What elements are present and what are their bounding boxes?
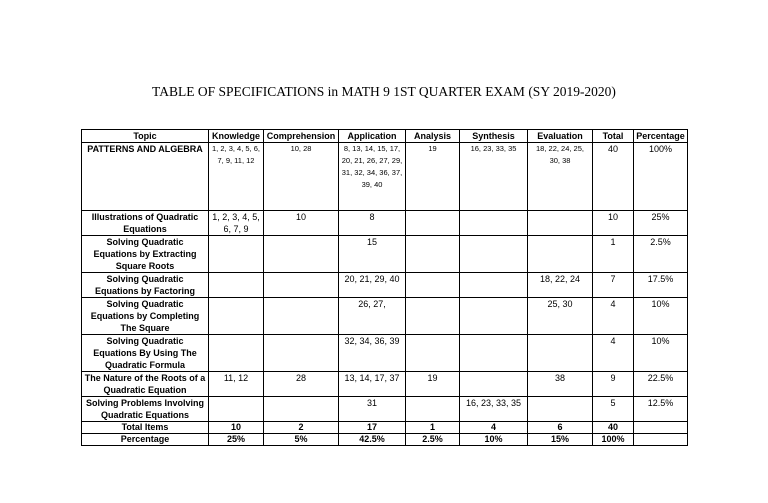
- row-comprehension: 10: [264, 211, 339, 236]
- row-application: 26, 27,: [339, 298, 406, 335]
- percentage-knowledge: 25%: [209, 434, 264, 446]
- row-evaluation: [528, 211, 593, 236]
- row-analysis: [406, 397, 460, 422]
- row-synthesis: 16, 23, 33, 35: [460, 397, 528, 422]
- header-comprehension: Comprehension: [264, 130, 339, 143]
- total-items-analysis: 1: [406, 422, 460, 434]
- table-row: [82, 273, 688, 298]
- row-total: 4: [593, 335, 634, 372]
- row-topic: Solving Quadratic Equations by Extracting Square Roots: [82, 236, 209, 273]
- row-evaluation: 38: [528, 372, 593, 397]
- row-topic: Solving Quadratic Equations By Using The Quadratic Formula: [82, 335, 209, 372]
- row-topic: Solving Quadratic Equations by Factoring: [82, 273, 209, 298]
- category-synthesis: 16, 23, 33, 35: [460, 143, 528, 211]
- table-row: [82, 236, 688, 273]
- row-total: 9: [593, 372, 634, 397]
- table-row: [82, 298, 688, 335]
- row-evaluation: [528, 335, 593, 372]
- row-comprehension: [264, 335, 339, 372]
- total-items-knowledge: 10: [209, 422, 264, 434]
- row-total: 4: [593, 298, 634, 335]
- row-topic: Solving Problems Involving Quadratic Equations: [82, 397, 209, 422]
- row-knowledge: 11, 12: [209, 372, 264, 397]
- row-knowledge: [209, 273, 264, 298]
- row-knowledge: [209, 335, 264, 372]
- row-total: 7: [593, 273, 634, 298]
- row-knowledge: [209, 397, 264, 422]
- row-analysis: [406, 335, 460, 372]
- row-topic: The Nature of the Roots of a Quadratic Equation: [82, 372, 209, 397]
- row-application: 20, 21, 29, 40: [339, 273, 406, 298]
- row-percentage: 10%: [634, 335, 688, 372]
- percentage-row: [82, 434, 688, 446]
- row-analysis: [406, 211, 460, 236]
- row-percentage: 17.5%: [634, 273, 688, 298]
- category-percentage: 100%: [634, 143, 688, 211]
- row-evaluation: 25, 30: [528, 298, 593, 335]
- row-knowledge: [209, 298, 264, 335]
- category-topic: PATTERNS AND ALGEBRA: [82, 143, 209, 211]
- category-application: 8, 13, 14, 15, 17, 20, 21, 26, 27, 29, 31, 32, 34, 36, 37, 39, 40: [339, 143, 406, 211]
- row-knowledge: [209, 236, 264, 273]
- row-analysis: 19: [406, 372, 460, 397]
- row-comprehension: [264, 298, 339, 335]
- row-application: 8: [339, 211, 406, 236]
- row-application: 31: [339, 397, 406, 422]
- row-total: 10: [593, 211, 634, 236]
- header-topic: Topic: [82, 130, 209, 143]
- row-percentage: 25%: [634, 211, 688, 236]
- row-comprehension: 28: [264, 372, 339, 397]
- header-analysis: Analysis: [406, 130, 460, 143]
- table-row: [82, 372, 688, 397]
- percentage-application: 42.5%: [339, 434, 406, 446]
- row-percentage: 22.5%: [634, 372, 688, 397]
- total-items-synthesis: 4: [460, 422, 528, 434]
- percentage-label: Percentage: [82, 434, 209, 446]
- category-evaluation: 18, 22, 24, 25, 30, 38: [528, 143, 593, 211]
- document-title: TABLE OF SPECIFICATIONS in MATH 9 1ST QUARTER EXAM (SY 2019-2020): [152, 84, 616, 99]
- category-row: [82, 143, 688, 211]
- header-total: Total: [593, 130, 634, 143]
- row-topic: Solving Quadratic Equations by Completing The Square: [82, 298, 209, 335]
- table-row: [82, 397, 688, 422]
- header-application: Application: [339, 130, 406, 143]
- header-row: [82, 130, 688, 143]
- row-total: 1: [593, 236, 634, 273]
- header-synthesis: Synthesis: [460, 130, 528, 143]
- category-analysis: 19: [406, 143, 460, 211]
- header-percentage: Percentage: [634, 130, 688, 143]
- table-row: [82, 211, 688, 236]
- category-total: 40: [593, 143, 634, 211]
- percentage-evaluation: 15%: [528, 434, 593, 446]
- row-topic: Illustrations of Quadratic Equations: [82, 211, 209, 236]
- category-knowledge: 1, 2, 3, 4, 5, 6, 7, 9, 11, 12: [209, 143, 264, 211]
- total-items-row: [82, 422, 688, 434]
- total-items-comprehension: 2: [264, 422, 339, 434]
- total-items-application: 17: [339, 422, 406, 434]
- row-comprehension: [264, 273, 339, 298]
- row-application: 15: [339, 236, 406, 273]
- percentage-synthesis: 10%: [460, 434, 528, 446]
- table-row: [82, 335, 688, 372]
- row-synthesis: [460, 273, 528, 298]
- row-percentage: 10%: [634, 298, 688, 335]
- row-knowledge: 1, 2, 3, 4, 5, 6, 7, 9: [209, 211, 264, 236]
- row-synthesis: [460, 298, 528, 335]
- row-synthesis: [460, 335, 528, 372]
- row-percentage: 2.5%: [634, 236, 688, 273]
- percentage-analysis: 2.5%: [406, 434, 460, 446]
- total-items-percentage: [634, 422, 688, 434]
- row-application: 13, 14, 17, 37: [339, 372, 406, 397]
- category-comprehension: 10, 28: [264, 143, 339, 211]
- row-synthesis: [460, 372, 528, 397]
- header-knowledge: Knowledge: [209, 130, 264, 143]
- row-analysis: [406, 273, 460, 298]
- percentage-comprehension: 5%: [264, 434, 339, 446]
- row-comprehension: [264, 236, 339, 273]
- row-percentage: 12.5%: [634, 397, 688, 422]
- row-comprehension: [264, 397, 339, 422]
- header-evaluation: Evaluation: [528, 130, 593, 143]
- row-synthesis: [460, 211, 528, 236]
- row-evaluation: 18, 22, 24: [528, 273, 593, 298]
- row-analysis: [406, 298, 460, 335]
- row-synthesis: [460, 236, 528, 273]
- percentage-total: 100%: [593, 434, 634, 446]
- row-evaluation: [528, 397, 593, 422]
- total-items-label: Total Items: [82, 422, 209, 434]
- total-items-total: 40: [593, 422, 634, 434]
- specifications-table: [81, 129, 688, 446]
- row-analysis: [406, 236, 460, 273]
- row-evaluation: [528, 236, 593, 273]
- percentage-percentage: [634, 434, 688, 446]
- total-items-evaluation: 6: [528, 422, 593, 434]
- row-application: 32, 34, 36, 39: [339, 335, 406, 372]
- row-total: 5: [593, 397, 634, 422]
